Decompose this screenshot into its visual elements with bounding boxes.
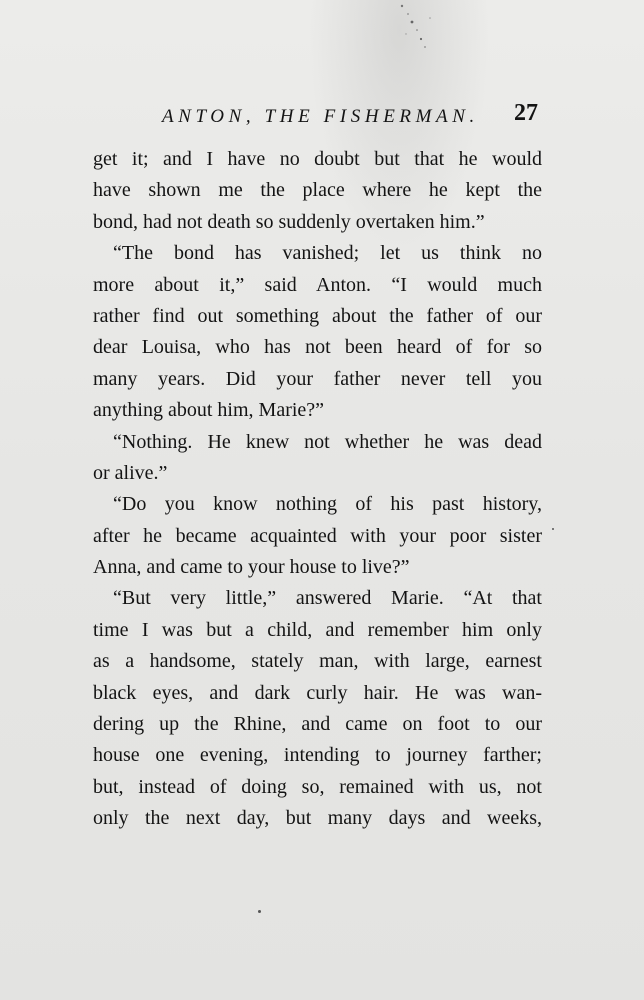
body-text bbox=[93, 144, 542, 835]
page-number: 27 bbox=[514, 100, 538, 126]
text-line: dering up the Rhine, and came on foot to our bbox=[93, 713, 542, 736]
text-line: “Do you know nothing of his past history, bbox=[113, 493, 542, 516]
text-line: “Nothing. He knew not whether he was dead bbox=[113, 430, 542, 453]
text-line: dear Louisa, who has not been heard of for so bbox=[93, 336, 542, 359]
text-line: house one evening, intending to journey farther; bbox=[93, 744, 542, 767]
text-line: time I was but a child, and remember him only bbox=[93, 618, 542, 641]
text-line: more about it,” said Anton. “I would much bbox=[93, 273, 542, 296]
text-line: “But very little,” answered Marie. “At that bbox=[113, 587, 542, 610]
page-header bbox=[92, 100, 542, 132]
print-specks-decoration bbox=[390, 0, 450, 60]
text-line: anything about him, Marie?” bbox=[93, 399, 325, 422]
paper-speck bbox=[552, 528, 554, 530]
text-line: Anna, and came to your house to live?” bbox=[93, 556, 410, 579]
text-line: many years. Did your father never tell you bbox=[93, 367, 542, 390]
text-line: or alive.” bbox=[93, 461, 168, 484]
text-line: rather find out something about the father of our bbox=[93, 304, 542, 327]
text-line: get it; and I have no doubt but that he would bbox=[93, 148, 542, 170]
text-line: “The bond has vanished; let us think no bbox=[113, 242, 542, 265]
text-line: bond, had not death so suddenly overtaken him.” bbox=[93, 210, 485, 233]
text-line: have shown me the place where he kept the bbox=[93, 179, 542, 202]
text-line: black eyes, and dark curly hair. He was wan- bbox=[93, 681, 542, 704]
text-line: after he became acquainted with your poor sister bbox=[93, 524, 542, 547]
running-head-title: ANTON, THE FISHERMAN. bbox=[162, 106, 479, 127]
paper-speck bbox=[258, 910, 261, 913]
text-line: only the next day, but many days and weeks, bbox=[93, 807, 542, 830]
text-line: but, instead of doing so, remained with us, not bbox=[93, 775, 542, 798]
text-line: as a handsome, stately man, with large, earnest bbox=[93, 650, 542, 673]
